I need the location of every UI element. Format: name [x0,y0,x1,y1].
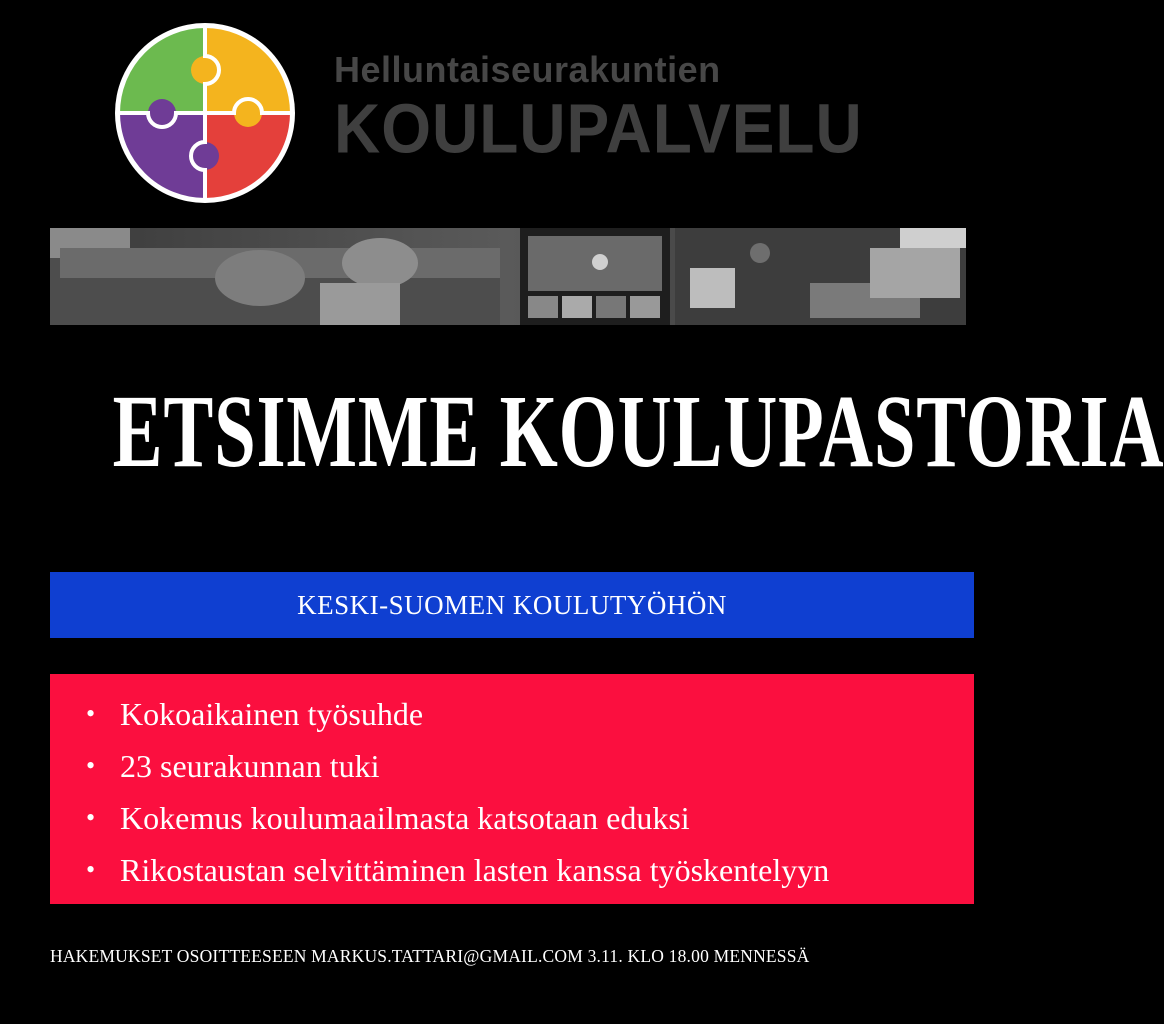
bullet-icon: • [86,751,96,780]
subheading-banner [50,572,974,638]
subheading-text: KESKI-SUOMEN KOULUTYÖHÖN [297,589,727,620]
list-item [86,844,974,896]
list-item [86,688,974,740]
benefits-panel [50,674,974,904]
list-item-text: Rikostaustan selvittäminen lasten kanssa työskentelyyn [120,852,830,888]
puzzle-icon [114,22,296,204]
brand-line2: KOULUPALVELU [334,90,863,168]
list-item [86,740,974,792]
bullet-icon: • [86,699,96,728]
bullet-icon: • [86,855,96,884]
brand-wordmark [334,49,863,168]
list-item [86,792,974,844]
bullet-icon: • [86,803,96,832]
brand-line1: Helluntaiseurakuntien [334,49,721,90]
list-item-text: Kokemus koulumaailmasta katsotaan eduksi [120,800,690,836]
photo-banner-image [50,228,966,325]
benefits-list [86,688,974,896]
application-contact-line: HAKEMUKSET OSOITTEESEEN MARKUS.TATTARI@GMAIL.COM 3.11. KLO 18.00 MENNESSÄ [50,946,810,966]
list-item-text: Kokoaikainen työsuhde [120,696,424,732]
list-item-text: 23 seurakunnan tuki [120,748,380,784]
page-title: ETSIMME KOULUPASTORIA [112,373,1164,489]
